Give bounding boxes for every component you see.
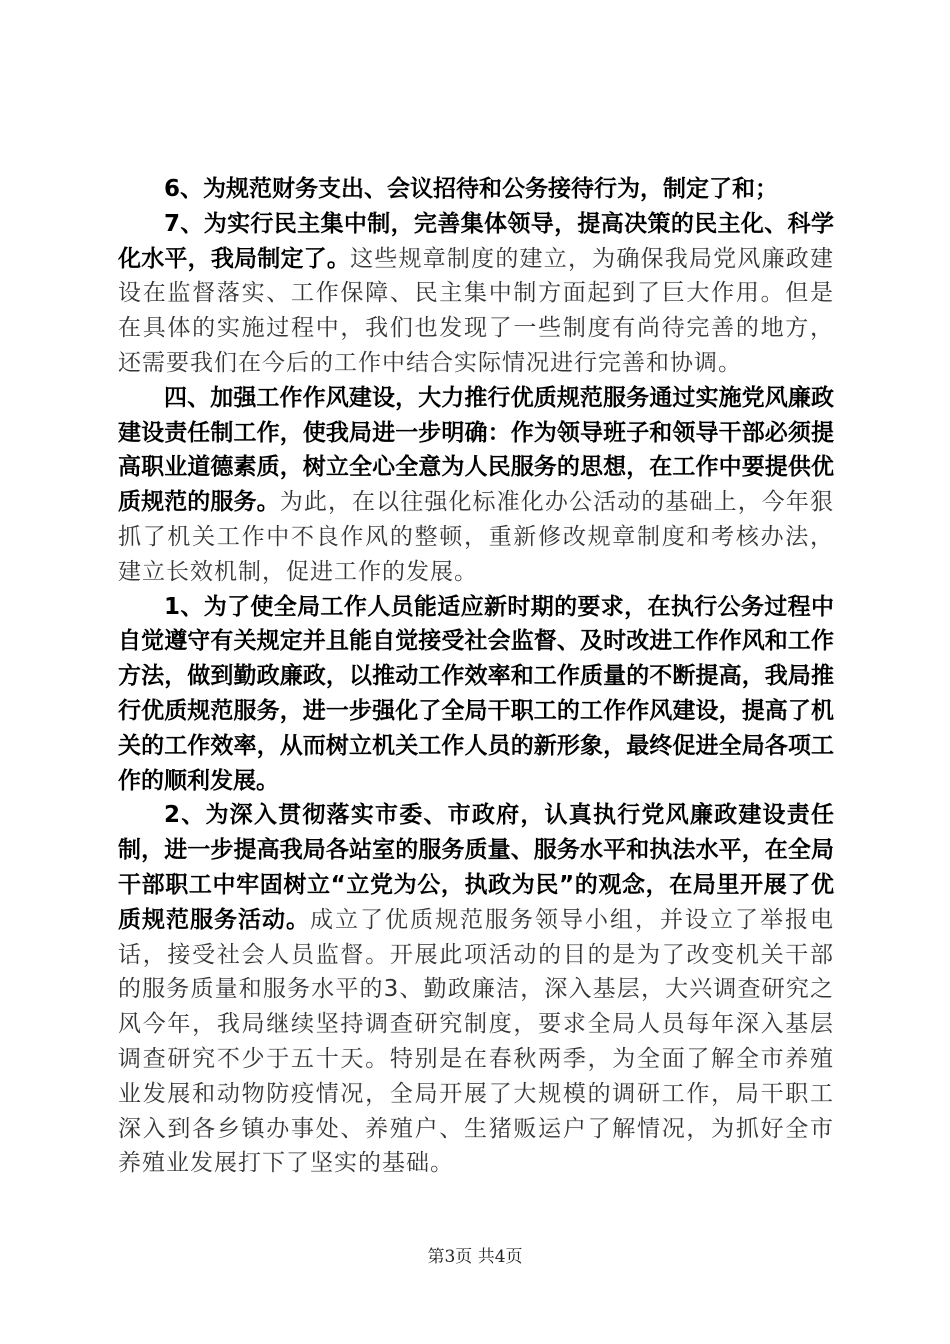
paragraph-7-light: 这些规章制度的建立，为确保我局党风廉政建设在监督落实、工作保障、民主集中制方面起到了巨大作用。但是在具体的实施过程中，我们也发现了一些制度有尚待完善的地方，还需要我们在今后的工作中结合实际情况进行完善和协调。 [118,245,835,376]
paragraph-1 [118,590,834,799]
paragraph-2-bold: 2、为深入贯彻落实市委、市政府，认真执行党风廉政建设责任制，进一步提高我局各站室的服务质量、服务水平和执法水平，在全局干部职工中牢固树立“立党为公，执政为民”的观念，在局里开展了优质规范服务活动。 [118,802,834,933]
paragraph-2-light: 成立了优质规范服务领导小组，并设立了举报电话，接受社会人员监督。开展此项活动的目的是为了改变机关干部的服务质量和服务水平的3、勤政廉洁，深入基层，大兴调查研究之风今年，我局继续坚持调查研究制度，要求全局人员每年深入基层调查研究不少于五十天。特别是在春秋两季，为全面了解全市养殖业发展和动物防疫情况，全局开展了大规模的调研工作，局干职工深入到各乡镇办事处、养殖户、生猪贩运户了解情况，为抓好全市养殖业发展打下了坚实的基础。 [118,906,834,1177]
paragraph-7-bold: 7、为实行民主集中制，完善集体领导，提高决策的民主化、科学化水平，我局制定了。 [118,210,834,272]
page-footer [0,1242,950,1267]
paragraph-6 [118,172,834,207]
paragraph-1-bold: 1、为了使全局工作人员能适应新时期的要求，在执行公务过程中自觉遵守有关规定并且能自觉接受社会监督、及时改进工作作风和工作方法，做到勤政廉政，以推动工作效率和工作质量的不断提高，我局推行优质规范服务，进一步强化了全局干职工的工作作风建设，提高了机关的工作效率，从而树立机关工作人员的新形象，最终促进全局各项工作的顺利发展。 [118,593,834,794]
paragraph-6-bold: 6、为规范财务支出、会议招待和公务接待行为，制定了和； [164,176,779,202]
document-body [118,172,834,1181]
paragraph-section-4 [118,381,834,590]
paragraph-2 [118,798,834,1181]
paragraph-section-4-light: 为此，在以往强化标准化办公活动的基础上，今年狠抓了机关工作中不良作风的整顿，重新修改规章制度和考核办法，建立长效机制，促进工作的发展。 [118,489,835,585]
paragraph-7 [118,207,834,381]
page-number-label: 第3页 共4页 [427,1247,523,1267]
paragraph-section-4-bold: 四、加强工作作风建设，大力推行优质规范服务通过实施党风廉政建设责任制工作，使我局进一步明确：作为领导班子和领导干部必须提高职业道德素质，树立全心全意为人民服务的思想，在工作中要提供优质规范的服务。 [118,384,834,516]
